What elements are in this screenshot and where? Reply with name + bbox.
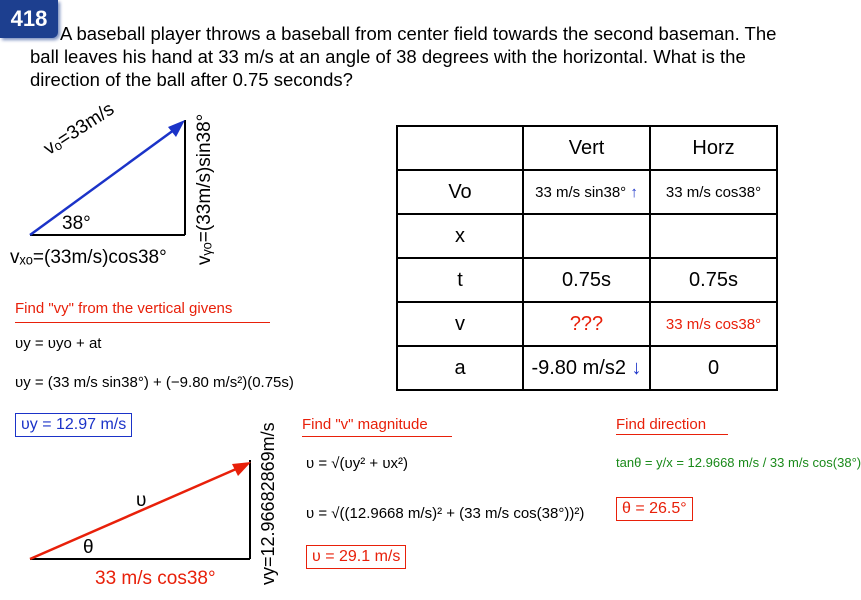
table-row [397, 258, 777, 302]
question-text [30, 22, 780, 91]
table-row [397, 214, 777, 258]
direction-equation: tanθ = y/x = 12.9668 m/s / 33 m/s cos(38°) [616, 455, 861, 470]
triangle1-hyp-label: vₒ=33m/s [40, 98, 119, 160]
slide-number-badge: 418 [0, 0, 58, 38]
row-label: a [397, 346, 523, 390]
velocity-triangle-final [0, 440, 270, 570]
table-cell: 0.75s [650, 258, 777, 302]
givens-table [396, 125, 778, 391]
magnitude-section-heading: Find "v" magnitude [302, 416, 428, 433]
table-cell [650, 214, 777, 258]
row-label: t [397, 258, 523, 302]
table-header-cell: Horz [650, 126, 777, 170]
down-arrow-icon: ↓ [631, 356, 642, 379]
magnitude-equation-1: υ = √(υy² + υx²) [306, 455, 409, 472]
triangle2-horizontal-label: 33 m/s cos38° [95, 568, 216, 589]
vy-section-heading: Find "vy" from the vertical givens [15, 300, 233, 317]
table-header-cell: Vert [523, 126, 650, 170]
magnitude-result: υ = 29.1 m/s [306, 545, 406, 569]
magnitude-equation-2: υ = √((12.9668 m/s)² + (33 m/s cos(38°))²) [306, 505, 585, 522]
triangle1-arrowhead [168, 120, 185, 137]
table-cell-v-vert: ??? [523, 302, 650, 346]
direction-section-heading: Find direction [616, 416, 707, 433]
table-header-cell [397, 126, 523, 170]
vy-heading-divider [15, 322, 270, 323]
row-label: Vo [397, 170, 523, 214]
table-header-row [397, 126, 777, 170]
triangle2-angle-label: θ [83, 537, 94, 558]
question-body: A baseball player throws a baseball from center field towards the second baseman. The ball leaves his hand at 33 m/s at an angle of 38 degrees with the horizontal. What is the direction of the ball after 0.75 seconds? [30, 23, 777, 90]
up-arrow-icon: ↑ [630, 183, 638, 201]
triangle2-arrowhead [232, 462, 251, 476]
triangle1-angle-label: 38° [62, 213, 91, 234]
vy-equation-1: υy = υyo + at [15, 335, 102, 352]
triangle1-horizontal-label: vₓₒ=(33m/s)cos38° [10, 247, 167, 268]
table-row [397, 346, 777, 390]
triangle1-vertical-label: vᵧₒ=(33m/s)sin38° [194, 113, 215, 265]
row-label: v [397, 302, 523, 346]
triangle2-vector [30, 466, 243, 559]
table-row [397, 170, 777, 214]
vy-equation-2: υy = (33 m/s sin38°) + (−9.80 m/s²)(0.75s) [15, 374, 294, 391]
table-cell-v-horz: 33 m/s cos38° [650, 302, 777, 346]
table-cell [523, 214, 650, 258]
table-cell-vo-horz: 33 m/s cos38° [650, 170, 777, 214]
triangle2-hyp-label: υ [136, 490, 147, 511]
table-cell-vo-vert [523, 170, 650, 214]
direction-heading-divider [616, 434, 728, 435]
table-cell: 0.75s [523, 258, 650, 302]
magnitude-heading-divider [302, 436, 452, 437]
table-cell-a-vert [523, 346, 650, 390]
row-label: x [397, 214, 523, 258]
vy-result: υy = 12.97 m/s [15, 413, 132, 437]
vo-vert-value: 33 m/s sin38° [535, 183, 627, 201]
a-vert-value: -9.80 m/s2 [531, 356, 626, 379]
triangle2-vertical-label: vy=12.96682869m/s [258, 422, 278, 585]
table-cell: 0 [650, 346, 777, 390]
direction-result: θ = 26.5° [616, 497, 693, 521]
table-row [397, 302, 777, 346]
